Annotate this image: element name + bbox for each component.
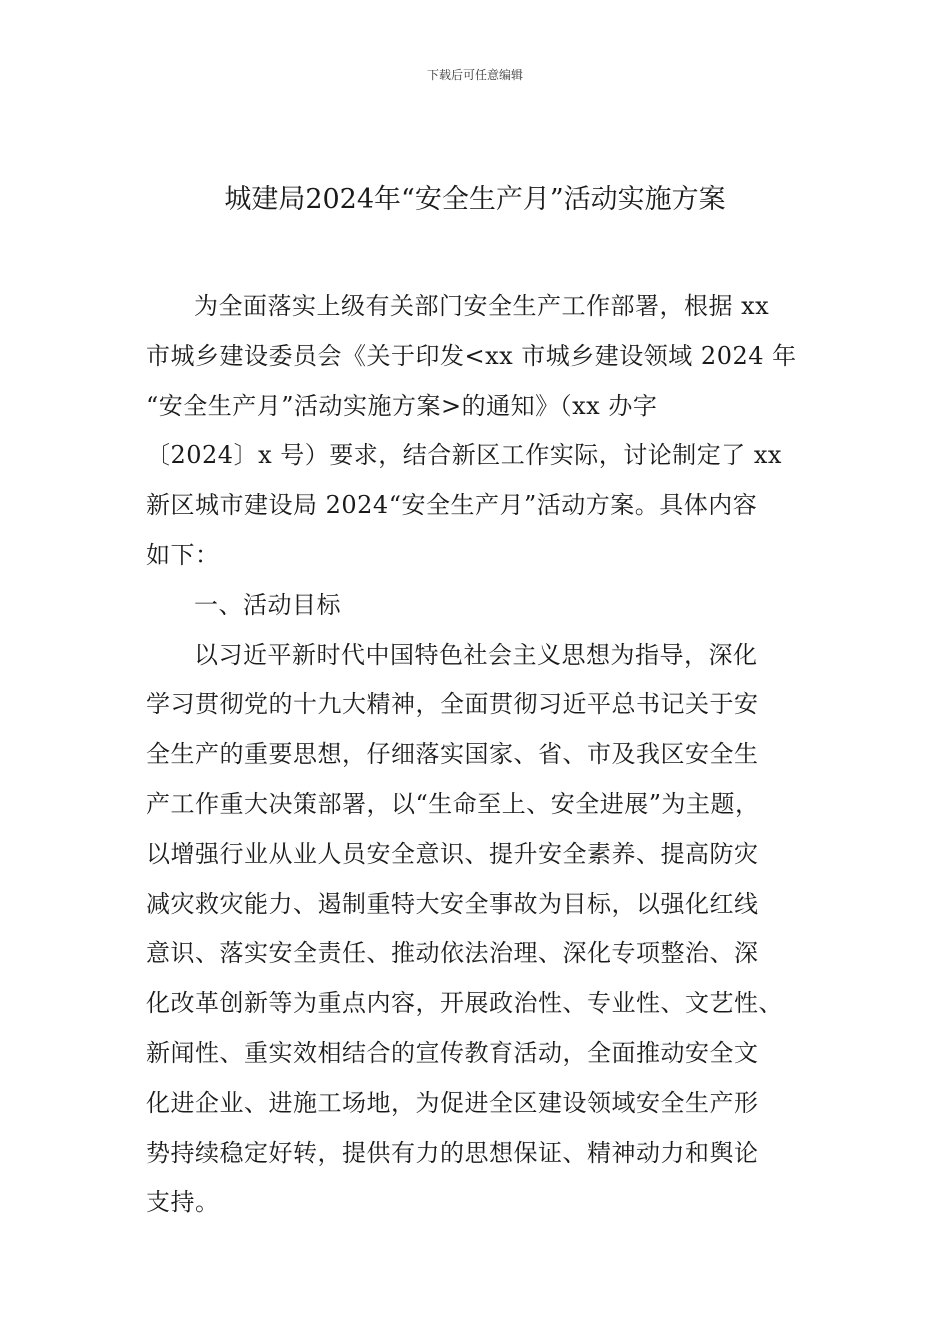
header-note: 下载后可任意编辑 xyxy=(426,68,523,82)
paragraph-line: 势持续稳定好转，提供有力的思想保证、精神动力和舆论 xyxy=(146,1138,759,1167)
paragraph-line: 为全面落实上级有关部门安全生产工作部署，根据 xx xyxy=(194,292,770,320)
section1-paragraph xyxy=(146,631,806,1229)
paragraph-line: 新区城市建设局 2024“安全生产月”活动方案。具体内容 xyxy=(146,491,758,520)
paragraph-line: 〔2024〕x 号）要求，结合新区工作实际，讨论制定了 xx xyxy=(146,441,782,470)
paragraph-line: 学习贯彻党的十九大精神，全面贯彻习近平总书记关于安 xyxy=(146,690,759,719)
paragraph-line: 全生产的重要思想，仔细落实国家、省、市及我区安全生 xyxy=(146,740,759,769)
paragraph-line: 意识、落实安全责任、推动依法治理、深化专项整治、深 xyxy=(146,939,759,968)
paragraph-line: 市城乡建设委员会《关于印发<xx 市城乡建设领域 2024 年 xyxy=(146,341,797,370)
paragraph-line: 减灾救灾能力、遏制重特大安全事故为目标，以强化红线 xyxy=(146,889,759,918)
paragraph-line: 新闻性、重实效相结合的宣传教育活动，全面推动安全文 xyxy=(146,1038,759,1067)
document-body xyxy=(146,282,806,1228)
paragraph-line: 如下： xyxy=(146,540,220,569)
paragraph-line: 以习近平新时代中国特色社会主义思想为指导，深化 xyxy=(194,640,758,669)
paragraph-line: 化进企业、进施工场地，为促进全区建设领域安全生产形 xyxy=(146,1088,759,1117)
paragraph-line: 产工作重大决策部署，以“生命至上、安全进展”为主题， xyxy=(146,789,760,818)
intro-paragraph xyxy=(146,282,806,581)
paragraph-line: 支持。 xyxy=(146,1188,220,1217)
paragraph-line: 以增强行业从业人员安全意识、提升安全素养、提高防灾 xyxy=(146,839,759,868)
paragraph-line: “安全生产月”活动实施方案>的通知》（xx 办字 xyxy=(146,391,658,420)
paragraph-line: 化改革创新等为重点内容，开展政治性、专业性、文艺性、 xyxy=(146,989,783,1018)
document-title: 城建局2024年“安全生产月”活动实施方案 xyxy=(224,184,726,215)
section-heading: 一、活动目标 xyxy=(194,590,341,619)
